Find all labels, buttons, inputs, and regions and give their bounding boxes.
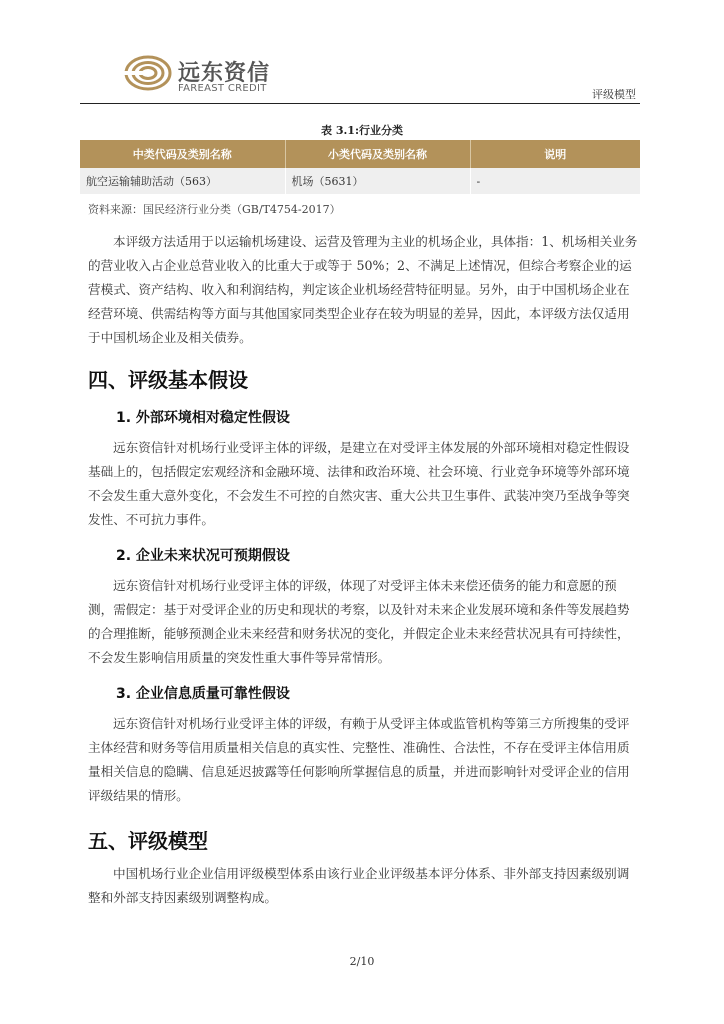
- subsection-body: 远东资信针对机场行业受评主体的评级，是建立在对受评主体发展的外部环境相对稳定性假设基础上的，包括假定宏观经济和金融环境、法律和政治环境、社会环境、行业竞争环境等外部环境不会发生重大意外变化，不会发生不可控的自然灾害、重大公共卫生事件、武装冲突乃至战争等突发性、不可抗力事件。: [88, 440, 630, 527]
- subsection-title: 2. 企业未来状况可预期假设: [116, 548, 290, 564]
- subsection-body: 远东资信针对机场行业受评主体的评级，体现了对受评主体未来偿还债务的能力和意愿的预测，需假定：基于对受评企业的历史和现状的考察，以及针对未来企业发展环境和条件等发展趋势的合理推断，能够预测企业未来经营和财务状况的变化，并假定企业未来经营状况具有可持续性，不会发生影响信用质量的突发性重大事件等异常情形。: [88, 578, 630, 665]
- subsection-body: 远东资信针对机场行业受评主体的评级，有赖于从受评主体或监管机构等第三方所搜集的受评主体经营和财务等信用质量相关信息的真实性、完整性、准确性、合法性，不存在受评主体信用质量相关信息的隐瞒、信息延迟披露等任何影响所掌握信息的质量，并进而影响针对受评企业的信用评级结果的情形。: [88, 716, 630, 803]
- section-4-title: 四、评级基本假设: [88, 368, 248, 392]
- logo-chinese-name: 远东资信: [178, 61, 271, 86]
- fareast-logo-icon: [124, 54, 174, 92]
- table-header-cell: 说明: [470, 140, 640, 168]
- table-row: [80, 168, 640, 194]
- header-section-tag: 评级模型: [592, 88, 636, 101]
- logo-english-name: FAREAST CREDIT: [178, 83, 267, 94]
- subsection-title: 1. 外部环境相对稳定性假设: [116, 410, 290, 426]
- table-header-cell: 中类代码及类别名称: [80, 140, 285, 168]
- table-cell: -: [470, 168, 640, 194]
- industry-classification-table: [80, 140, 640, 194]
- table-cell: 航空运输辅助活动（563）: [80, 168, 285, 194]
- table-cell: 机场（5631）: [285, 168, 470, 194]
- section-5-title: 五、评级模型: [88, 829, 208, 853]
- company-logo: [124, 54, 284, 94]
- intro-paragraph: 本评级方法适用于以运输机场建设、运营及管理为主业的机场企业，具体指：1、机场相关业务的营业收入占企业总营业收入的比重大于或等于 50%；2、不满足上述情况，但综合考察企业的运营模式、资产结构、收入和利润结构，判定该企业机场经营特征明显。另外，由于中国机场企业在经营环境、供需结构等方面与其他国家同类型企业存在较为明显的差异，因此，本评级方法仅适用于中国机场企业及相关债券。: [88, 234, 638, 345]
- table-source-note: 资料来源：国民经济行业分类（GB/T4754-2017）: [88, 203, 341, 216]
- section-5-body: 中国机场行业企业信用评级模型体系由该行业企业评级基本评分体系、非外部支持因素级别调整和外部支持因素级别调整构成。: [88, 866, 630, 905]
- table-header-cell: 小类代码及类别名称: [285, 140, 470, 168]
- subsection-title: 3. 企业信息质量可靠性假设: [116, 686, 290, 702]
- table-caption: 表 3.1:行业分类: [320, 124, 404, 137]
- page-number: 2/10: [349, 955, 375, 968]
- header-divider: [80, 103, 640, 104]
- table-header-row: [80, 140, 640, 168]
